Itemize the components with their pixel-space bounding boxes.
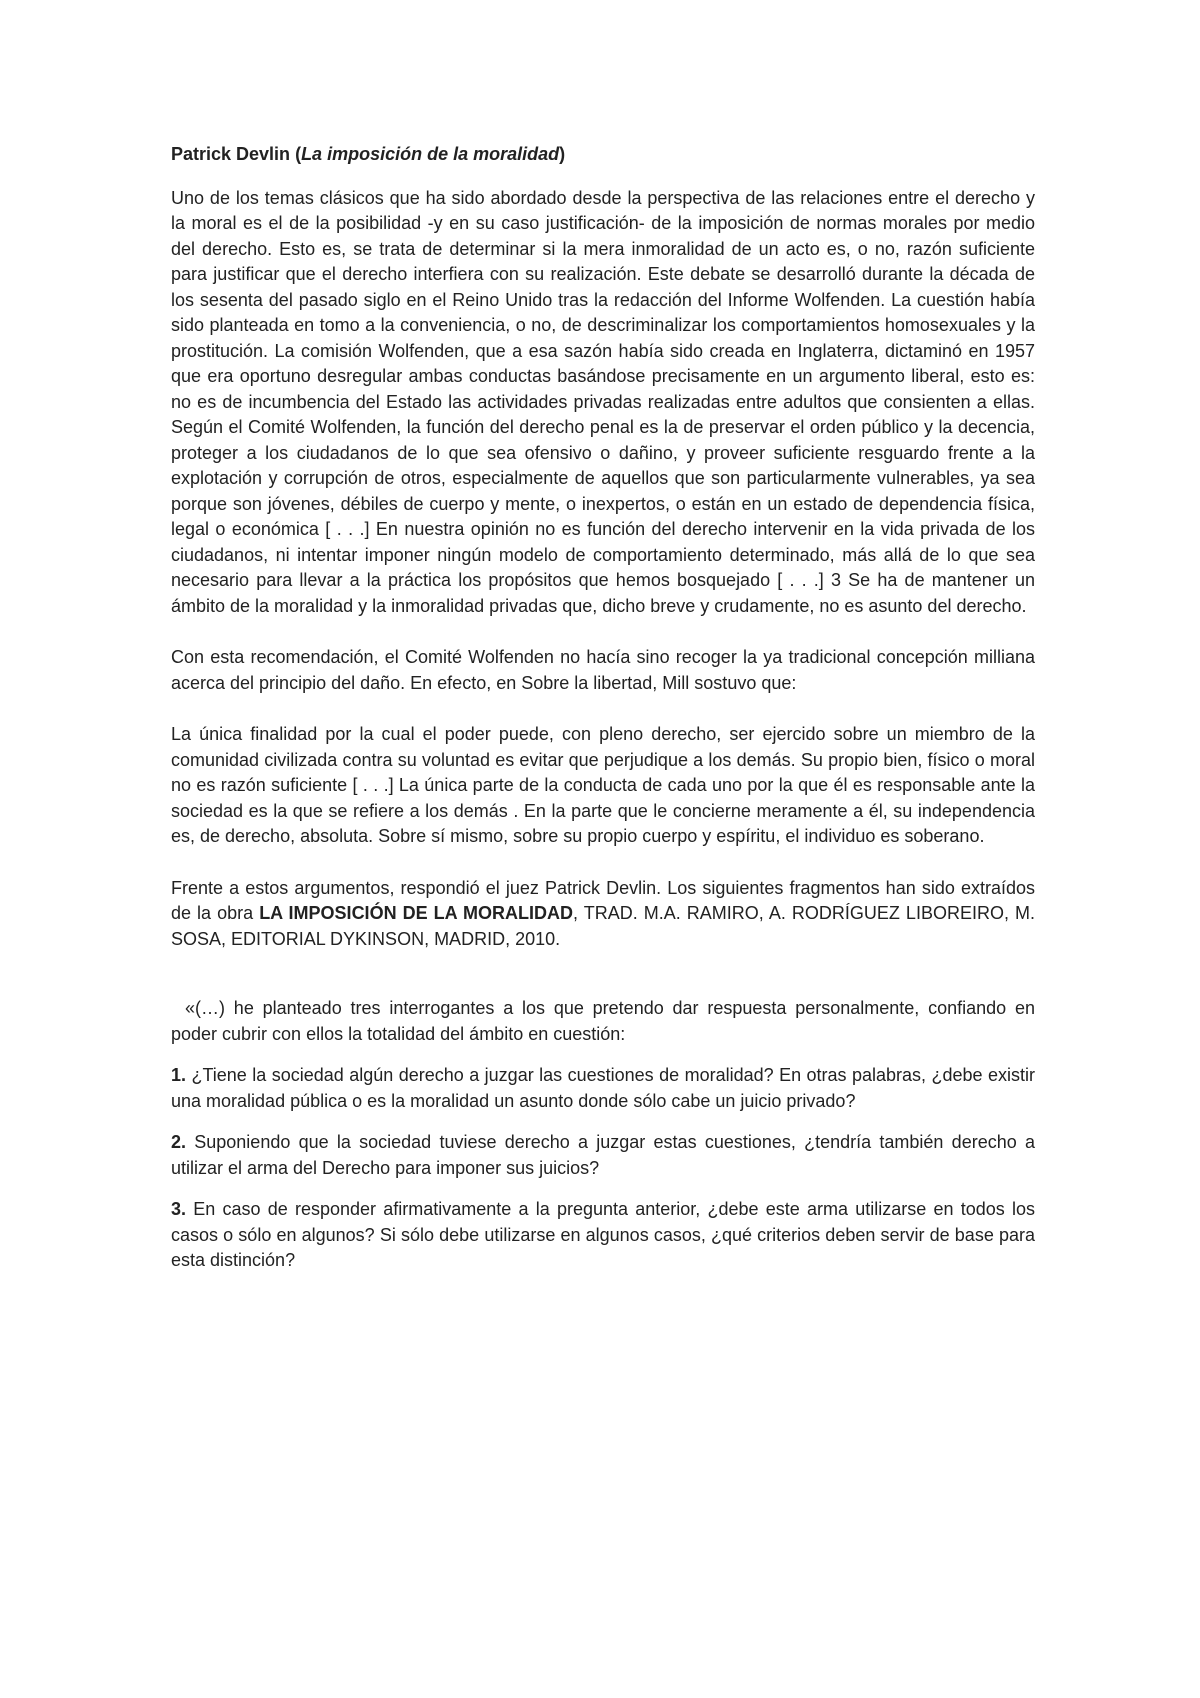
source-tail: , TRAD. M.A. RAMIRO, A. RODRÍGUEZ LIBOREIRO, M. SOSA, EDITORIAL DYKINSON, MADRID, 2010. xyxy=(171,903,1035,949)
question-3-text: En caso de responder afirmativamente a la pregunta anterior, ¿debe este arma utilizarse en todos los casos o sólo en algunos? Si sólo debe utilizarse en algunos casos, ¿qué criterios deben servir de base para esta distinción? xyxy=(171,1199,1035,1270)
document-title xyxy=(171,142,1035,168)
source-book-title: LA IMPOSICIÓN DE LA MORALIDAD xyxy=(259,903,573,923)
title-work: La imposición de la moralidad xyxy=(301,144,560,164)
source-lead: Frente a estos argumentos, respondió el juez Patrick Devlin. Los siguientes fragmentos han sido extraídos de la obra xyxy=(171,877,1035,923)
document-page xyxy=(171,142,1035,1274)
paragraph-intro: Uno de los temas clásicos que ha sido abordado desde la perspectiva de las relaciones entre el derecho y la moral es el de la posibilidad -y en su caso justificación- de la imposición de normas morales por medio del derecho. Esto es, se trata de determinar si la mera inmoralidad de un acto es, o no, razón suficiente para justificar que el derecho interfiera con su realización. Este debate se desarrolló durante la década de los sesenta del pasado siglo en el Reino Unido tras la redacción del Informe Wolfenden. La cuestión había sido planteada en tomo a la conveniencia, o no, de descriminalizar los comportamientos homosexuales y la prostitución. La comisión Wolfenden, que a esa sazón había sido creada en Inglaterra, dictaminó en 1957 que era oportuno desregular ambas conductas basándose precisamente en un argumento liberal, esto es: no es de incumbencia del Estado las actividades privadas realizadas entre adultos que consienten a ellas. Según el Comité Wolfenden, la función del derecho penal es la de preservar el orden público y la decencia, proteger a los ciudadanos de lo que sea ofensivo o dañino, y proveer suficiente resguardo frente a la explotación y corrupción de otros, especialmente de aquellos que son particularmente vulnerables, ya sea porque son jóvenes, débiles de cuerpo y mente, o inexpertos, o están en un estado de dependencia física, legal o económica [ . . .] En nuestra opinión no es función del derecho intervenir en la vida privada de los ciudadanos, ni intentar imponer ningún modelo de comportamiento determinado, más allá de lo que sea necesario para llevar a la práctica los propósitos que hemos bosquejado [ . . .] 3 Se ha de mantener un ámbito de la moralidad y la inmoralidad privadas que, dicho breve y crudamente, no es asunto del derecho. xyxy=(171,187,1035,616)
question-2-text: Suponiendo que la sociedad tuviese derecho a juzgar estas cuestiones, ¿tendría también derecho a utilizar el arma del Derecho para imponer sus juicios? xyxy=(171,1132,1035,1178)
paragraph-devlin-quote: «(…) he planteado tres interrogantes a los que pretendo dar respuesta personalmente, confiando en poder cubrir con ellos la totalidad del ámbito en cuestión: xyxy=(171,998,1035,1044)
question-2 xyxy=(171,1130,1035,1181)
title-open-paren: ( xyxy=(290,144,302,164)
question-1-number: 1. xyxy=(171,1065,187,1085)
title-close-paren: ) xyxy=(559,144,566,164)
paragraph-mill-intro: Con esta recomendación, el Comité Wolfenden no hacía sino recoger la ya tradicional concepción milliana acerca del principio del daño. En efecto, en Sobre la libertad, Mill sostuvo que: xyxy=(171,647,1035,693)
question-3 xyxy=(171,1197,1035,1274)
question-3-number: 3. xyxy=(171,1199,187,1219)
question-2-number: 2. xyxy=(171,1132,187,1152)
paragraph-source xyxy=(171,876,1035,953)
question-1 xyxy=(171,1063,1035,1114)
title-author: Patrick Devlin xyxy=(171,144,291,164)
question-1-text: ¿Tiene la sociedad algún derecho a juzgar las cuestiones de moralidad? En otras palabras, ¿debe existir una moralidad pública o es la moralidad un asunto donde sólo cabe un juicio privado? xyxy=(171,1065,1035,1111)
paragraph-mill-quote: La única finalidad por la cual el poder puede, con pleno derecho, ser ejercido sobre un miembro de la comunidad civilizada contra su voluntad es evitar que perjudique a los demás. Su propio bien, físico o moral no es razón suficiente [ . . .] La única parte de la conducta de cada uno por la que él es responsable ante la sociedad es la que se refiere a los demás . En la parte que le concierne meramente a él, su independencia es, de derecho, absoluta. Sobre sí mismo, sobre su propio cuerpo y espíritu, el individuo es soberano. xyxy=(171,724,1035,846)
